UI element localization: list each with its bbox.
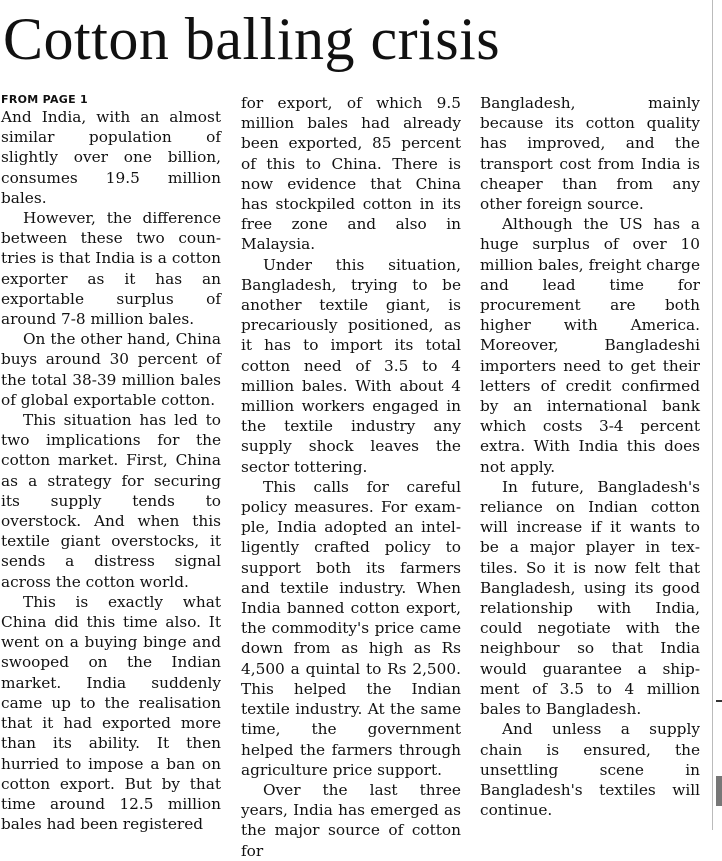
article-column-1 (1, 93, 221, 834)
headline: Cotton balling crisis (3, 6, 501, 72)
paragraph: However, the difference between these two countries is that India is a cotton exporter as it has an exportable surplus of around 7-8 million bales. (1, 209, 221, 329)
column-divider (712, 0, 713, 830)
paragraph: This calls for careful policy measures. For example, India adopted an intelligently crafted policy to support both its farmers and textile industry. When India banned cotton export, the commodity's price came down from as high as Rs 4,500 a quintal to Rs 2,500. This helped the Indian textile industry. At the same time, the government helped the farmers through agriculture price support. (241, 477, 461, 779)
paragraph: Bangladesh, mainly because its cotton quality has improved, and the transport cost from India is cheaper than from any other foreign source. (480, 94, 700, 214)
paragraph: In future, Bangladesh's reliance on Indian cotton will increase if it wants to be a major player in textiles. So it is now felt that Bangladesh, using its good relationship with India, could negotiate with the neighbour so that India would guarantee a shipment of 3.5 to 4 million bales to Bangladesh. (480, 477, 700, 719)
article-column-2 (241, 93, 461, 860)
adjacent-article-fragment (716, 700, 722, 702)
paragraph: Although the US has a huge surplus of over 10 million bales, freight charge and lead time for procurement are both higher with America. Moreover, Bangladeshi importers need to get their letters of credit confirmed by an international bank which costs 3-4 percent extra. With India this does not apply. (480, 215, 700, 476)
kicker: FROM PAGE 1 (1, 93, 89, 106)
paragraph: Over the last three years, India has emerged as the major source of cotton for (241, 780, 461, 860)
paragraph: This is exactly what China did this time also. It went on a buying binge and swooped on the Indian market. India suddenly came up to the realisation that it had exported more than its ability. It then hurried to impose a ban on cotton export. But by that time around 12.5 million bales had been registered (1, 592, 221, 834)
article-column-3 (480, 93, 700, 830)
paragraph: And India, with an almost similar population of slightly over one billion, consumes 19.5 million bales. (1, 108, 221, 207)
paragraph: for export, of which 9.5 million bales had already been exported, 85 percent of this to China. There is now evidence that China has stockpiled cotton in its free zone and also in Malaysia. (241, 94, 461, 254)
paragraph: This situation has led to two implications for the cotton market. First, China as a strategy for securing its supply tends to overstock. And when this textile giant overstocks, it sends a distress signal across the cotton world. (1, 411, 221, 591)
paragraph: On the other hand, China buys around 30 percent of the total 38-39 million bales of global exportable cotton. (1, 330, 221, 409)
paragraph: And unless a supply chain is ensured, the unsettling scene in Bangladesh's textiles will continue. (480, 720, 700, 820)
paragraph: Under this situation, Bangladesh, trying to be another textile giant, is precariously positioned, as it has to import its total cotton need of 3.5 to 4 million bales. With about 4 million workers engaged in the textile industry any supply shock leaves the sector tottering. (241, 255, 461, 476)
adjacent-article-fragment (716, 776, 722, 806)
